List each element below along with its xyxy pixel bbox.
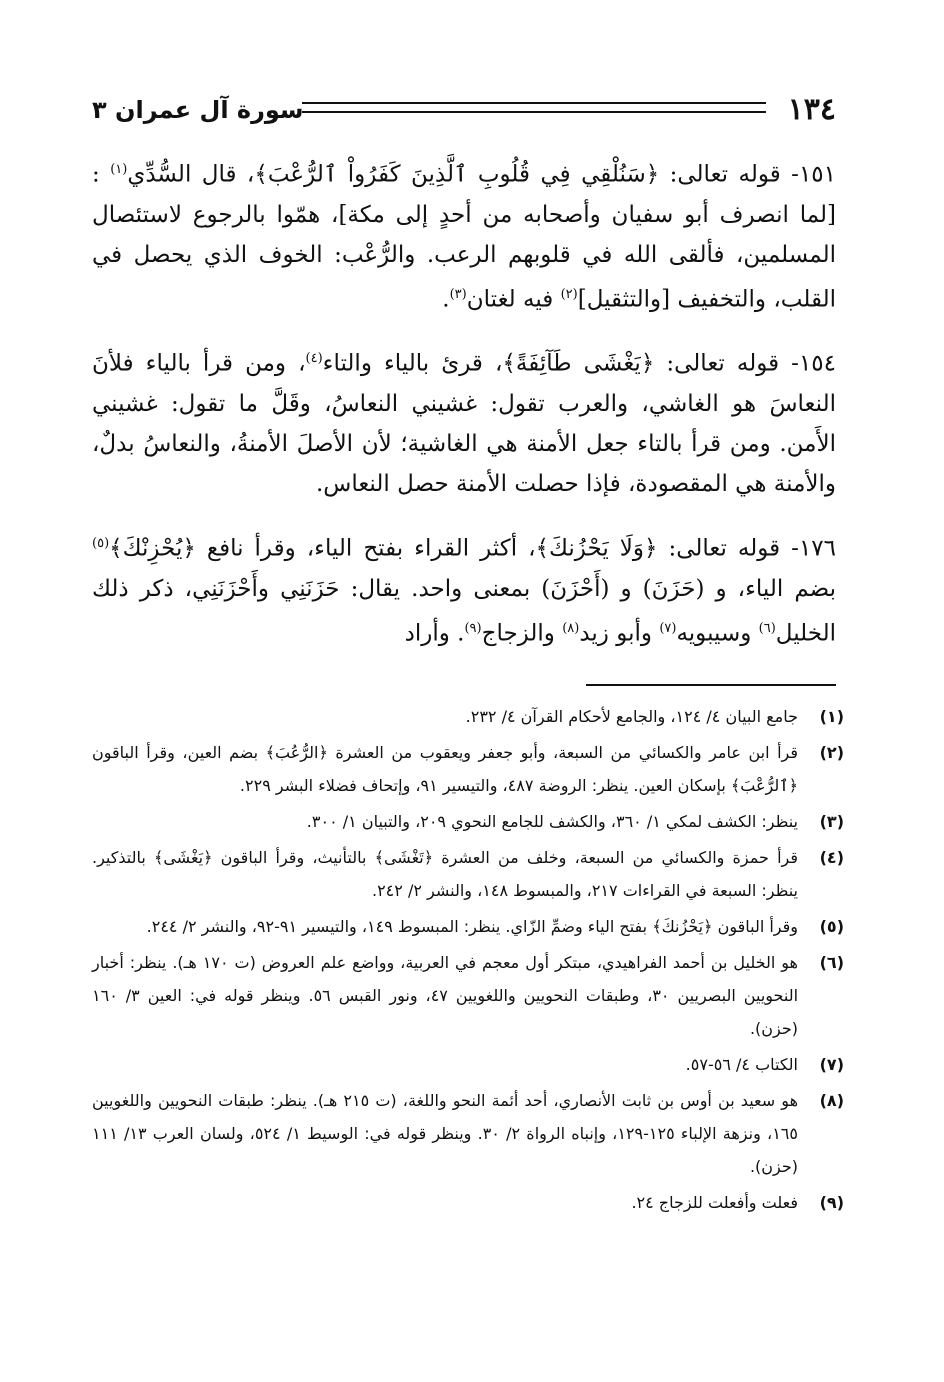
- footnote-2: [92, 736, 844, 802]
- footnote-number: (٦): [819, 953, 844, 972]
- paragraph-text: فيه لغتان: [466, 286, 561, 313]
- paragraph-text: ١٧٦- قوله تعالى: ﴿وَلَا يَحْزُنكَ﴾، أكثر القراء بفتح الياء، وقرأ نافع ﴿يُحْزِنْكَ﴾: [109, 535, 836, 562]
- footnote-ref: (٣): [449, 286, 467, 302]
- footnote-ref: (٦): [758, 620, 776, 636]
- footnote-number: (٣): [819, 812, 844, 831]
- footnote-text: الكتاب ٤/ ٥٦-٥٧.: [685, 1055, 798, 1074]
- footnote-ref: (٧): [659, 620, 677, 636]
- paragraph-text: وسيبويه: [676, 620, 759, 647]
- footnote-text: هو سعيد بن أوس بن ثابت الأنصاري، أحد أئمة النحو واللغة، (ت ٢١٥ هـ). ينظر: طبقات النحويين واللغويين ١٦٥، ونزهة الإلباء ١٢٥-١٢٩، وإنباه الرواة ٢/ ٣٠. وينظر قوله في: الوسيط ١/ ٥٢٤، ولسان العرب ١٣/ ١١١ (حزن).: [92, 1091, 799, 1176]
- footnote-text: قرأ ابن عامر والكسائي من السبعة، وأبو جعفر ويعقوب من العشرة ﴿الرُّعُبَ﴾ بضم العين، وقرأ الباقون ﴿ٱلرُّعْبَ﴾ بإسكان العين. ينظر: الروضة ٤٨٧، والتيسير ٩١، وإتحاف فضلاء البشر ٢٢٩.: [92, 743, 798, 795]
- footnote-ref: (١): [110, 162, 128, 177]
- footnote-number: (٧): [819, 1055, 844, 1074]
- footnote-text: فعلت وأفعلت للزجاج ٢٤.: [631, 1193, 798, 1212]
- footnote-number: (٩): [819, 1193, 844, 1212]
- footnote-ref: (٢): [560, 286, 578, 302]
- surah-title: سورة آل عمران ٣: [92, 96, 304, 124]
- footnote-3: [92, 805, 844, 838]
- paragraph-text: ١٥١- قوله تعالى: ﴿سَنُلْقِي فِي قُلُوبِ ٱلَّذِينَ كَفَرُواْ ٱلرُّعْبَ﴾، قال السُّدِّي: [127, 161, 836, 188]
- footnote-7: [92, 1048, 844, 1081]
- footnote-1: [92, 700, 844, 733]
- footnote-6: [92, 946, 844, 1045]
- footnote-number: (٤): [819, 848, 844, 867]
- paragraph-text: وأبو زيد: [579, 620, 660, 647]
- paragraph-154: [92, 339, 836, 504]
- header-double-rule: [302, 102, 766, 113]
- footnote-ref: (٩): [464, 620, 482, 636]
- footnote-4: [92, 841, 844, 907]
- footnote-9: [92, 1186, 844, 1219]
- footnote-text: هو الخليل بن أحمد الفراهيدي، مبتكر أول معجم في العربية، وواضع علم العروض (ت ١٧٠ هـ). ينظر: أخبار النحويين البصريين ٣٠، وطبقات النحويين واللغويين ٤٧، ونور القبس ٥٦. وينظر قوله في: العين ٣/ ١٦٠ (حزن).: [92, 953, 799, 1038]
- footnote-8: [92, 1084, 844, 1183]
- footnote-text: قرأ حمزة والكسائي من السبعة، وخلف من العشرة ﴿تَغْشَى﴾ بالتأنيث، وقرأ الباقون ﴿يَغْشَى﴾ بالتذكير. ينظر: السبعة في القراءات ٢١٧، والمبسوط ١٤٨، والنشر ٢/ ٢٤٢.: [92, 848, 798, 900]
- footnote-number: (١): [819, 707, 844, 726]
- paragraph-text: ١٥٤- قوله تعالى: ﴿يَغْشَى طَآئِفَةً﴾، قرئ بالياء والتاء: [322, 350, 837, 377]
- paragraph-text: : [لما انصرف أبو سفيان وأصحابه من أحدٍ إلى مكة]، همّوا بالرجوع لاستئصال المسلمين، فألقى الله في قلوبهم الرعب. والرُّعْب: الخوف الذي يحصل في القلب، والتخفيف [والتثقيل]: [92, 161, 836, 313]
- paragraph-text: . وأراد: [404, 620, 465, 647]
- paragraph-176: [92, 524, 836, 653]
- footnote-ref: (٥): [92, 535, 110, 551]
- paragraph-151: [92, 150, 836, 319]
- main-text: [92, 150, 836, 673]
- footnote-separator: [586, 684, 836, 686]
- footnote-ref: (٨): [562, 620, 580, 636]
- page-header: [92, 90, 836, 130]
- footnote-ref: (٤): [305, 351, 323, 367]
- paragraph-text: ، ومن قرأ بالياء فلأنَ النعاسَ هو الغاشي، والعرب تقول: غشيني النعاسُ، وقَلَّ ما تقول: غشيني الأَمن. ومن قرأ بالتاء جعل الأمنة هي الغاشية؛ لأن الأصلَ الأمنةُ، والنعاسُ بدلٌ، والأمنة هي المقصودة، فإذا حصلت الأمنة حصل النعاس.: [92, 350, 836, 497]
- footnote-text: جامع البيان ٤/ ١٢٤، والجامع لأحكام القرآن ٤/ ٢٣٢.: [465, 707, 798, 726]
- paragraph-text: بضم الياء، و (حَزَنَ) و (أَحْزَنَ) بمعنى واحد. يقال: حَزَنَنِي وأَحْزَنَنِي، ذكر ذلك الخليل: [92, 575, 836, 647]
- footnote-text: وقرأ الباقون ﴿يَحْزُنكَ﴾ بفتح الياء وضمِّ الزّاي. ينظر: المبسوط ١٤٩، والتيسير ٩١-٩٢، والنشر ٢/ ٢٤٤.: [146, 917, 798, 936]
- footnotes: [92, 700, 844, 1222]
- page-number: ١٣٤: [787, 92, 836, 127]
- footnote-number: (٢): [819, 743, 844, 762]
- paragraph-text: والزجاج: [481, 620, 563, 647]
- footnote-5: [92, 910, 844, 943]
- footnote-number: (٥): [819, 917, 844, 936]
- footnote-number: (٨): [819, 1091, 844, 1110]
- paragraph-text: .: [442, 286, 450, 313]
- footnote-text: ينظر: الكشف لمكي ١/ ٣٦٠، والكشف للجامع النحوي ٢٠٩، والتبيان ١/ ٣٠٠.: [306, 812, 798, 831]
